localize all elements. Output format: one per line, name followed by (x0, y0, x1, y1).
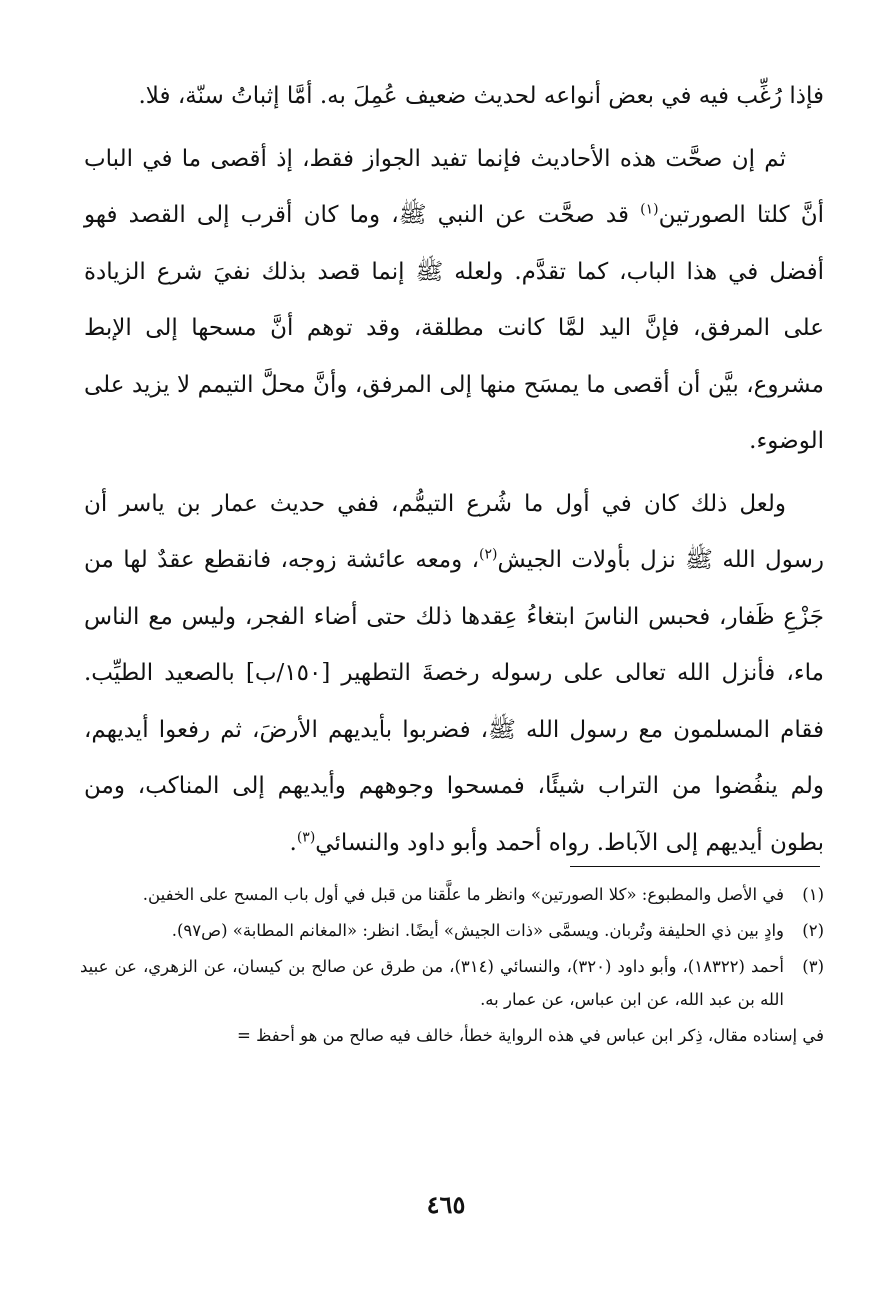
footnote-number: (٣) (802, 957, 824, 976)
paragraph-3 (84, 476, 824, 872)
paragraph-3-text-c: . (289, 829, 297, 856)
footnote-text: في الأصل والمطبوع: «كلا الصورتين» وانظر ما علَّقنا من قبل في أول باب المسح على الخفين. (142, 885, 784, 904)
paragraph-2 (84, 131, 824, 470)
footnote-text: وادٍ بين ذي الحليفة وتُربان. ويسمَّى «ذات الجيش» أيضًا. انظر: «المغانم المطابة» (ص٩٧). (171, 921, 784, 940)
paragraph-2-text-a: ثم إن صحَّت هذه الأحاديث فإنما تفيد الجواز فقط، إذ أقصى ما في الباب أنَّ كلتا الصورتين (84, 145, 824, 228)
footnote-ref-1[interactable]: (١) (640, 201, 659, 218)
paragraph-3-text-b: ، ومعه عائشة زوجه، فانقطع عقدٌ لها من جَزْعِ ظَفار، فحبس الناسَ ابتغاءُ عِقدها ذلك حتى أضاء الفجر، وليس مع الناس ماء، فأنزل الله تعالى على رسوله رخصةَ التطهير [١٥٠/ب] بالصعيد الطيِّب. فقام المسلمون مع رسول الله ﷺ، فضربوا بأيديهم الأرضَ، ثم رفعوا أيديهم، ولم ينفُضوا من التراب شيئًا، فمسحوا وجوههم وأيديهم إلى المناكب، ومن بطون أيديهم إلى الآباط. رواه أحمد وأبو داود والنسائي (84, 547, 824, 856)
footnotes (80, 878, 824, 1052)
paragraph-1 (84, 68, 824, 125)
footnote-3 (80, 950, 824, 1016)
paragraph-2-text-b: قد صحَّت عن النبي ﷺ، وما كان أقرب إلى القصد فهو أفضل في هذا الباب، كما تقدَّم. ولعله ﷺ إنما قصد بذلك نفيَ شرع الزيادة على المرفق، فإنَّ اليد لمَّا كانت مطلقة، وقد توهم أنَّ مسحها إلى الإبط مشروع، بيَّن أن أقصى ما يمسَح منها إلى المرفق، وأنَّ محلَّ التيمم لا يزيد على الوضوء. (84, 202, 824, 454)
page-number: ٤٦٥ (426, 1190, 466, 1219)
paragraph-3-text-a: ولعل ذلك كان في أول ما شُرع التيمُّم، ففي حديث عمار بن ياسر أن رسول الله ﷺ نزل بأولات الجيش (84, 490, 824, 573)
main-text (84, 68, 824, 871)
footnote-separator (570, 866, 820, 867)
footnote-ref-3[interactable]: (٣) (296, 828, 316, 845)
footnote-continuation: في إسناده مقال، ذِكر ابن عباس في هذه الرواية خطأ، خالف فيه صالح من هو أحفظ = (237, 1026, 824, 1045)
footnote-text: أحمد (١٨٣٢٢)، وأبو داود (٣٢٠)، والنسائي (٣١٤)، من طرق عن صالح بن كيسان، عن الزهري، عن عبيد الله بن عبد الله، عن ابن عباس، عن عمار به. (80, 957, 785, 1009)
footnote-1 (80, 878, 824, 911)
footnote-number: (٢) (802, 921, 824, 940)
footnote-ref-2[interactable]: (٢) (479, 546, 498, 563)
footnote-number: (١) (802, 885, 824, 904)
footnote-2 (80, 914, 824, 947)
paragraph-1-text: فإذا رُغِّب فيه في بعض أنواعه لحديث ضعيف عُمِلَ به. أمَّا إثباتُ سنّة، فلا. (138, 83, 824, 109)
